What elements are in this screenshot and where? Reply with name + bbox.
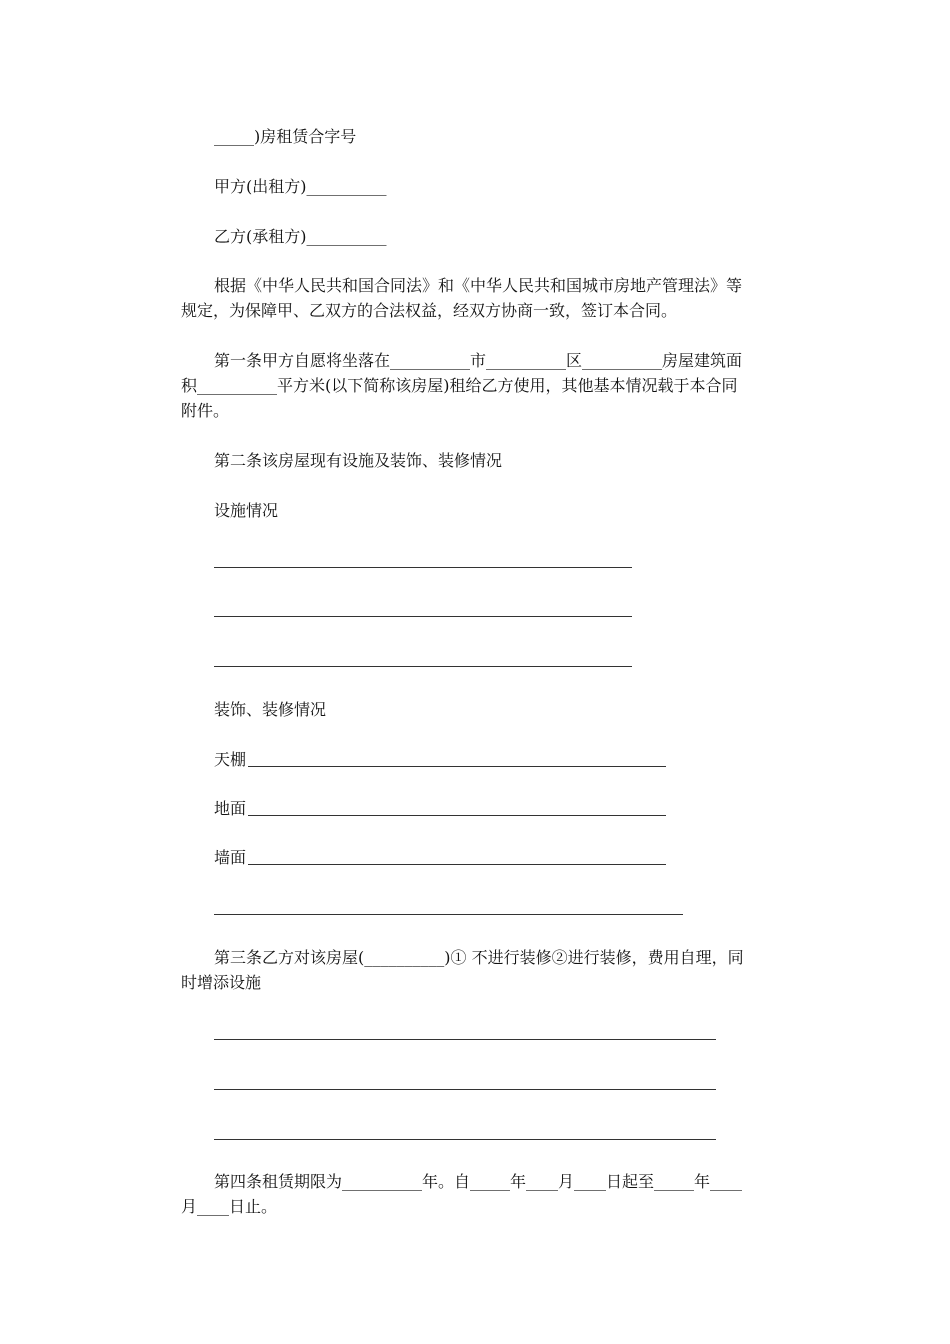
article-1-line-1: 第一条甲方自愿将坐落在__________市__________区__________房屋建筑面 <box>214 351 743 370</box>
wall-blank-line <box>248 864 666 865</box>
article-1-line-2: 积__________平方米(以下简称该房屋)租给乙方使用，其他基本情况载于本合同 <box>181 376 738 395</box>
decoration-extra-blank-line <box>214 914 683 915</box>
added-facilities-blank-line-3 <box>214 1139 716 1140</box>
decoration-label: 装饰、装修情况 <box>214 700 327 719</box>
facilities-blank-line-3 <box>214 666 632 667</box>
article-2-title: 第二条该房屋现有设施及装饰、装修情况 <box>214 451 503 470</box>
preamble-line-2: 规定，为保障甲、乙双方的合法权益，经双方协商一致，签订本合同。 <box>181 301 678 320</box>
facilities-blank-line-2 <box>214 616 632 617</box>
facilities-label: 设施情况 <box>214 501 279 520</box>
article-4-line-1: 第四条租赁期限为__________年。自_____年____月____日起至_____年____ <box>214 1172 743 1191</box>
ceiling-blank-line <box>248 766 666 767</box>
party-b-line: 乙方(承租方)__________ <box>214 227 387 246</box>
added-facilities-blank-line-2 <box>214 1089 716 1090</box>
wall-label: 墙面 <box>214 848 247 867</box>
party-a-line: 甲方(出租方)__________ <box>214 177 387 196</box>
article-1-line-3: 附件。 <box>181 401 230 420</box>
floor-blank-line <box>248 815 666 816</box>
added-facilities-blank-line-1 <box>214 1039 716 1040</box>
article-3-line-1: 第三条乙方对该房屋(__________)① 不进行装修②进行装修，费用自理，同 <box>214 948 744 967</box>
floor-label: 地面 <box>214 799 247 818</box>
article-3-line-2: 时增添设施 <box>181 973 262 992</box>
ceiling-label: 天棚 <box>214 750 247 769</box>
preamble-line-1: 根据《中华人民共和国合同法》和《中华人民共和国城市房地产管理法》等 <box>214 276 743 295</box>
contract-number-line: _____)房租赁合字号 <box>214 127 357 146</box>
article-4-line-2: 月____日止。 <box>181 1197 278 1216</box>
facilities-blank-line-1 <box>214 567 632 568</box>
